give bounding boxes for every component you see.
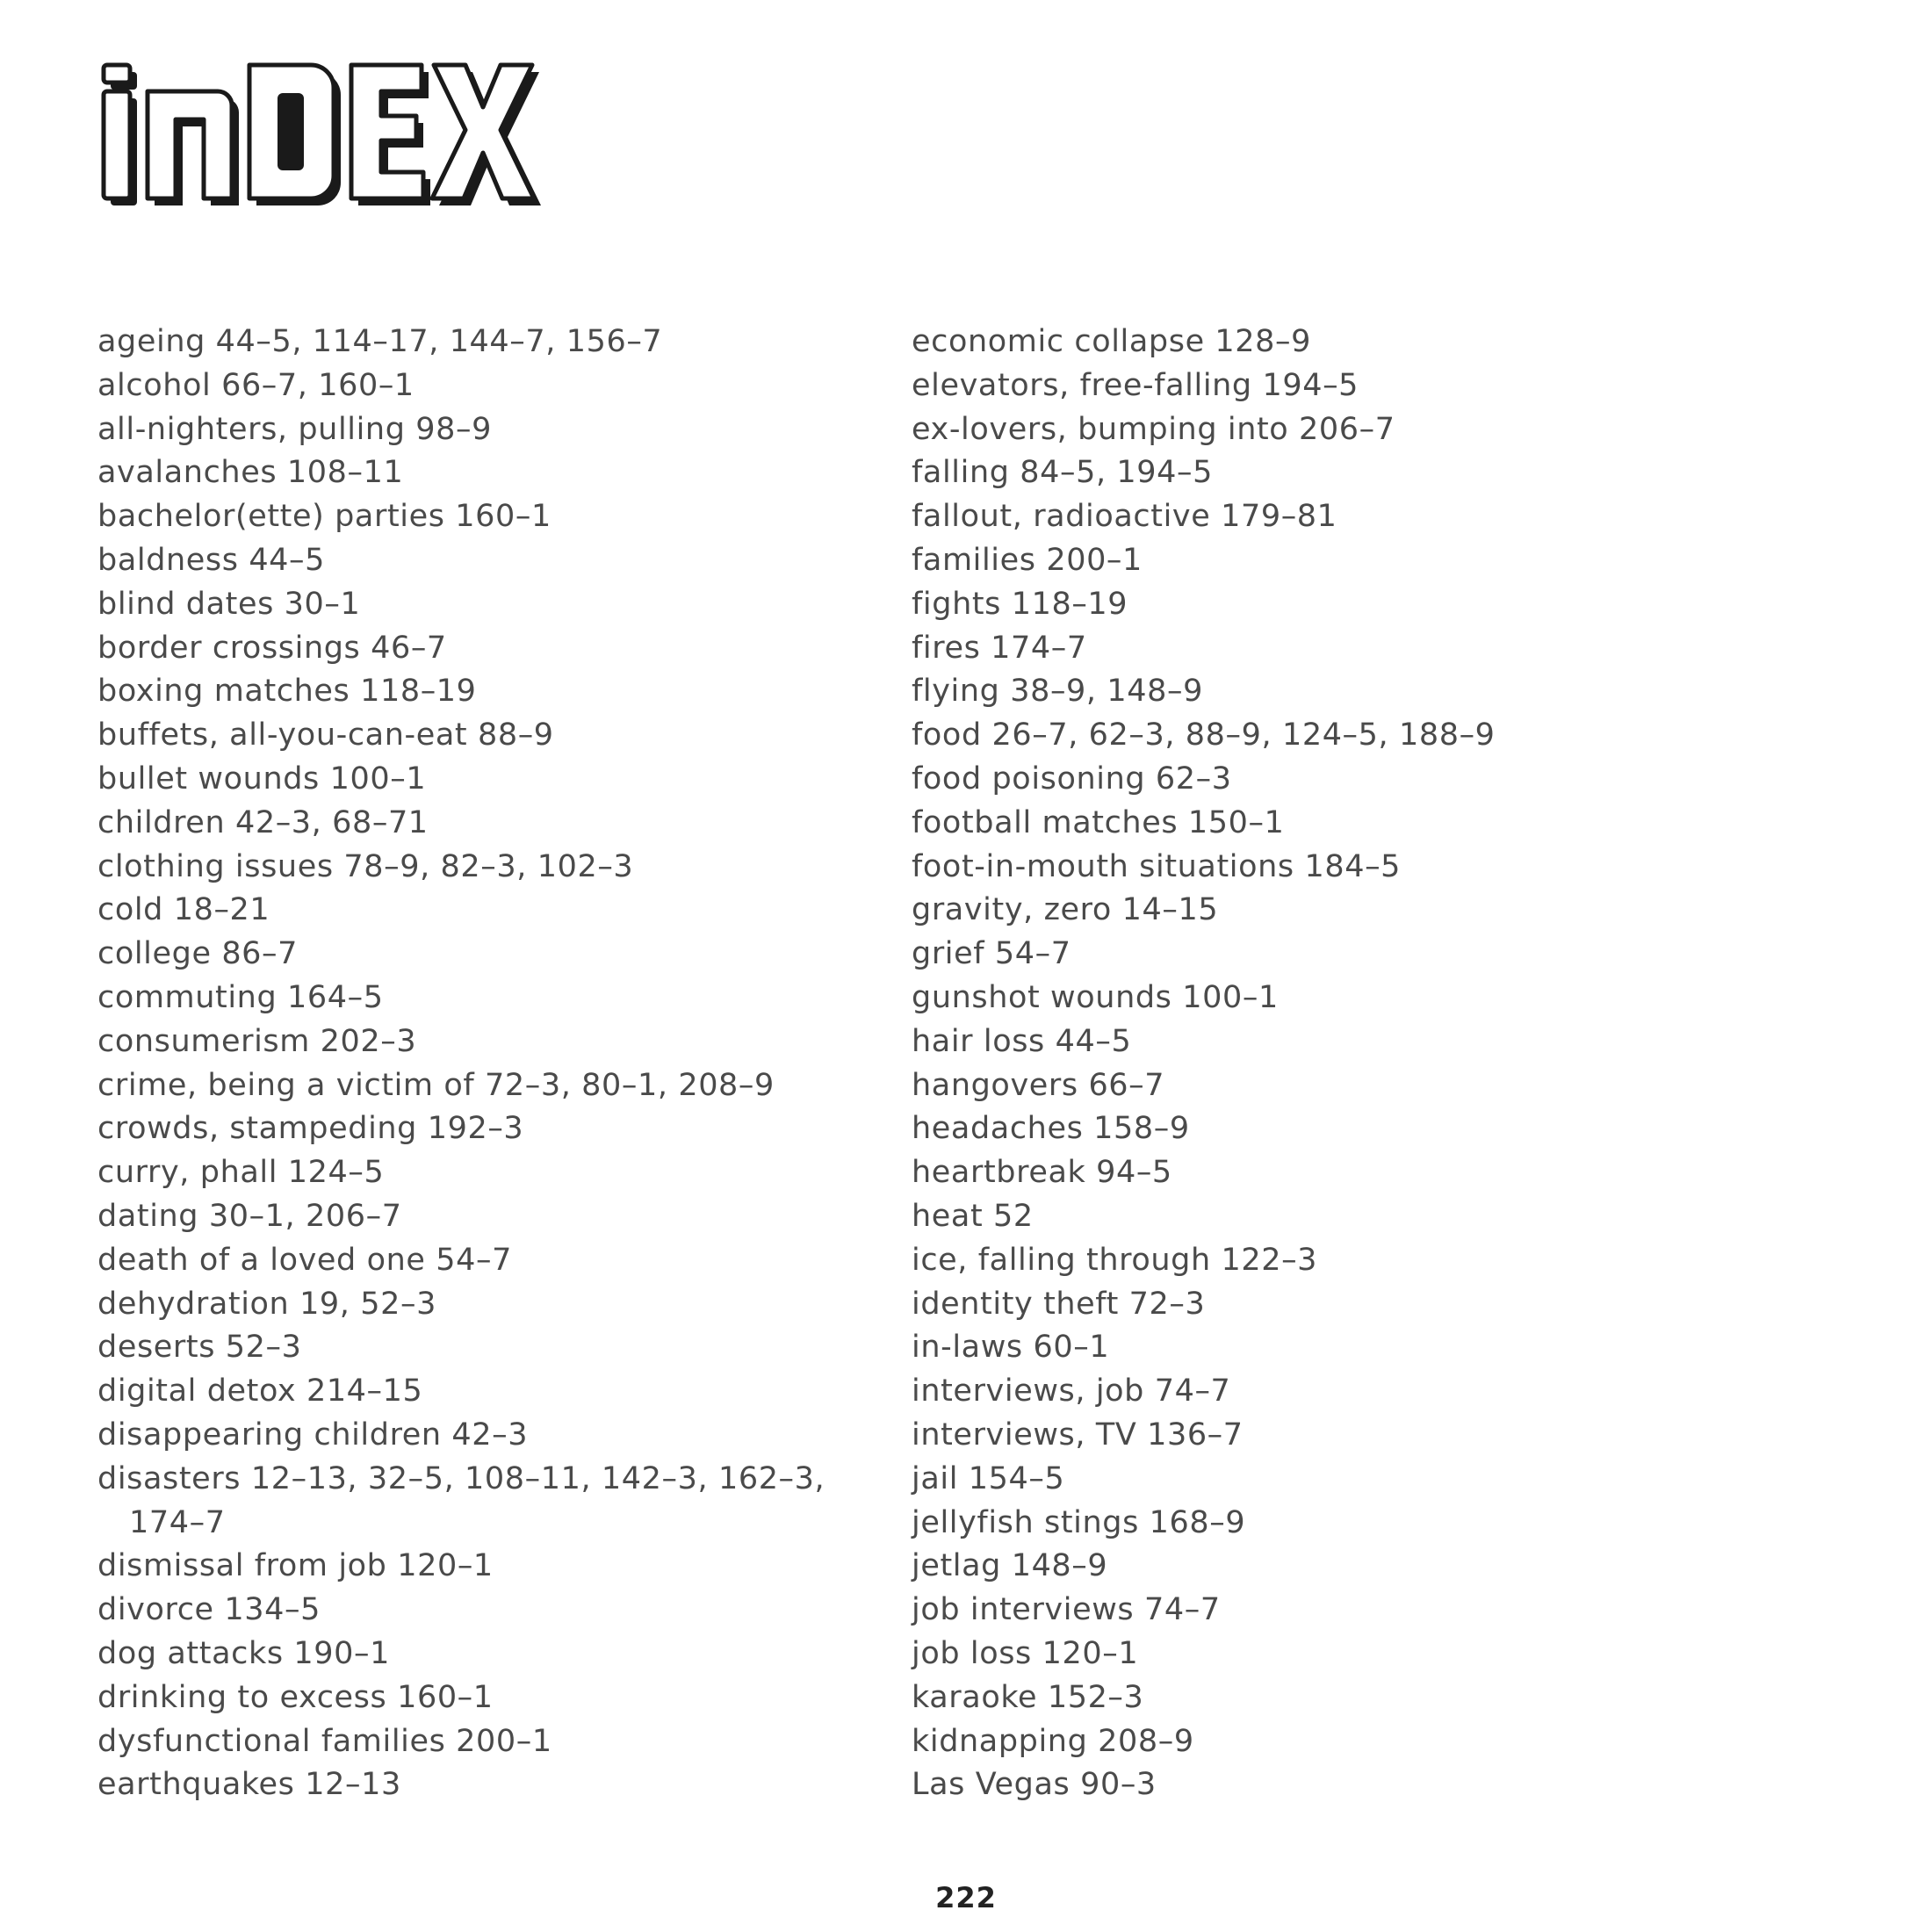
index-entry: food poisoning 62–3 [912,761,1232,797]
index-entry: fights 118–19 [912,586,1128,622]
index-entry: disasters 12–13, 32–5, 108–11, 142–3, 162–3, [97,1460,825,1496]
index-entry: consumerism 202–3 [97,1023,417,1059]
index-entry: job interviews 74–7 [912,1592,1221,1628]
index-entry-continuation: 174–7 [129,1504,226,1540]
index-entry: commuting 164–5 [97,979,384,1015]
index-entry: divorce 134–5 [97,1592,321,1628]
index-entry: deserts 52–3 [97,1330,302,1366]
index-entry: bullet wounds 100–1 [97,761,427,797]
index-title [97,61,553,220]
index-entry: jetlag 148–9 [912,1548,1108,1584]
index-entry: football matches 150–1 [912,804,1285,840]
index-entry: dysfunctional families 200–1 [97,1723,552,1759]
index-entry: dismissal from job 120–1 [97,1548,494,1584]
index-entry: college 86–7 [97,936,299,972]
index-entry: foot-in-mouth situations 184–5 [912,848,1402,884]
index-entry: border crossings 46–7 [97,630,447,666]
index-entry: job loss 120–1 [912,1635,1139,1671]
index-entry: elevators, free-falling 194–5 [912,367,1359,403]
index-entry: interviews, TV 136–7 [912,1417,1244,1453]
index-entry: digital detox 214–15 [97,1373,423,1409]
index-entry: disappearing children 42–3 [97,1417,529,1453]
index-entry: drinking to excess 160–1 [97,1679,494,1715]
index-entry: heat 52 [912,1198,1034,1234]
index-entry: identity theft 72–3 [912,1286,1206,1322]
index-entry: gravity, zero 14–15 [912,892,1219,928]
index-entry: jellyfish stings 168–9 [912,1504,1246,1540]
index-entry: Las Vegas 90–3 [912,1767,1157,1803]
index-entry: falling 84–5, 194–5 [912,455,1213,491]
index-entry: clothing issues 78–9, 82–3, 102–3 [97,848,634,884]
index-entry: bachelor(ette) parties 160–1 [97,499,551,535]
index-entry: hangovers 66–7 [912,1067,1165,1103]
index-entry: ageing 44–5, 114–17, 144–7, 156–7 [97,324,663,359]
index-entry: kidnapping 208–9 [912,1723,1194,1759]
index-entry: avalanches 108–11 [97,455,404,491]
index-entry: headaches 158–9 [912,1111,1190,1147]
index-entry: ice, falling through 122–3 [912,1242,1318,1278]
index-entry: alcohol 66–7, 160–1 [97,367,415,403]
index-column-left [97,321,870,1807]
index-entry: death of a loved one 54–7 [97,1242,512,1278]
index-entry: in-laws 60–1 [912,1330,1110,1366]
index-entry: economic collapse 128–9 [912,324,1312,359]
index-entry: blind dates 30–1 [97,586,361,622]
index-entry: gunshot wounds 100–1 [912,979,1279,1015]
index-entry: curry, phall 124–5 [97,1155,385,1191]
index-column-right [912,321,1790,1807]
index-title-lettering [97,61,553,220]
index-entry: jail 154–5 [912,1460,1065,1496]
index-entry: baldness 44–5 [97,542,326,578]
page-number: 222 [935,1881,997,1914]
index-entry: hair loss 44–5 [912,1023,1132,1059]
index-entry: food 26–7, 62–3, 88–9, 124–5, 188–9 [912,717,1496,753]
index-entry: boxing matches 118–19 [97,674,477,710]
index-entry: heartbreak 94–5 [912,1155,1172,1191]
index-entry: earthquakes 12–13 [97,1767,401,1803]
index-entry: fires 174–7 [912,630,1087,666]
index-entry: cold 18–21 [97,892,270,928]
index-entry: dehydration 19, 52–3 [97,1286,436,1322]
index-entry: karaoke 152–3 [912,1679,1144,1715]
index-entry: interviews, job 74–7 [912,1373,1231,1409]
index-entry: fallout, radioactive 179–81 [912,499,1337,535]
index-entry: dog attacks 190–1 [97,1635,390,1671]
index-entry: crime, being a victim of 72–3, 80–1, 208–9 [97,1067,775,1103]
index-entry: grief 54–7 [912,936,1071,972]
index-entry: buffets, all-you-can-eat 88–9 [97,717,554,753]
index-entry: ex-lovers, bumping into 206–7 [912,411,1395,447]
index-entry: all-nighters, pulling 98–9 [97,411,492,447]
index-entry: crowds, stampeding 192–3 [97,1111,524,1147]
index-entry: flying 38–9, 148–9 [912,674,1203,710]
index-entry: dating 30–1, 206–7 [97,1198,402,1234]
index-entry: children 42–3, 68–71 [97,804,429,840]
index-entry: families 200–1 [912,542,1143,578]
